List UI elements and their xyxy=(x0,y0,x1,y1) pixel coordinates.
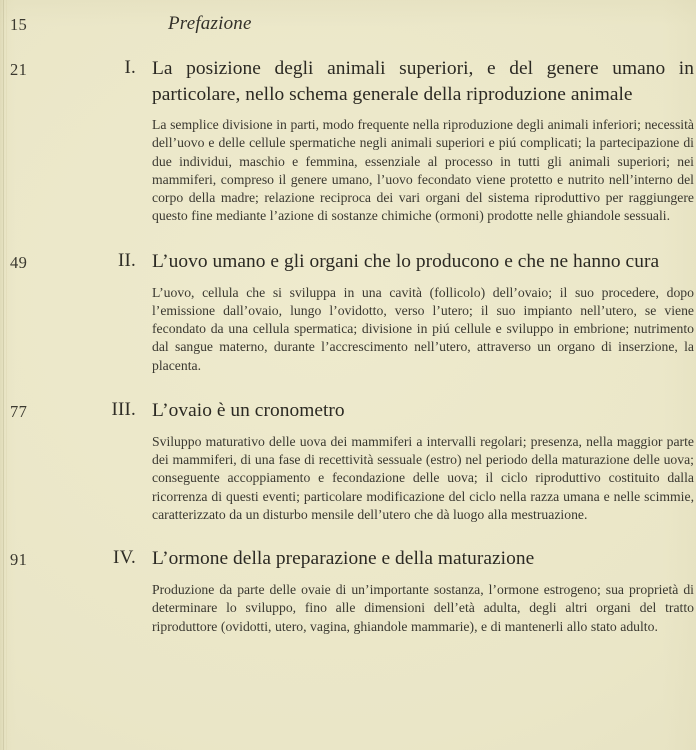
entry-gap xyxy=(0,524,696,546)
toc-entry[interactable] xyxy=(0,56,696,226)
toc-entry-folio: 21 xyxy=(10,60,28,79)
toc-entry[interactable] xyxy=(0,398,696,524)
entry-gap xyxy=(0,226,696,249)
toc-entry-header xyxy=(0,546,696,572)
toc-entry-header xyxy=(0,398,696,424)
toc-entry[interactable] xyxy=(0,249,696,375)
toc-entry-numeral: IV. xyxy=(113,547,136,568)
running-head-folio: 15 xyxy=(10,15,28,34)
toc-entry-summary: L’uovo, cellula che si sviluppa in una cavità (follicolo) dell’ovaio; il suo procedere, dopo l’emissione dall’ovaio, lungo l’ovidotto, verso l’utero; il suo impianto nell’utero, se viene fecondato da una cellula spermatica; divisione in piú cellule e sviluppo in embrione; nutrimento dal sangue materno, durante l’accrescimento nell’utero, attraverso un organo di inserzione, la placenta. xyxy=(152,284,694,373)
toc-entry-numeral: II. xyxy=(117,249,136,271)
toc-entry-numeral: III. xyxy=(111,398,136,420)
toc-entry-numeral: I. xyxy=(124,57,136,78)
toc-entry-summary: Produzione da parte delle ovaie di un’importante sostanza, l’ormone estrogeno; sua proprietà di determinare lo sviluppo, fino alle dimensioni dell’età adulta, degli altri organi del tratto riproduttore (ovidotti, utero, vagina, ghiandole mammarie), e di mantenerli allo stato adulto. xyxy=(152,582,694,634)
running-head-title: Prefazione xyxy=(168,13,252,34)
toc-entry-header xyxy=(0,56,696,107)
toc-entry-summary: Sviluppo maturativo delle uova dei mammiferi a intervalli regolari; presenza, nella maggior parte dei mammiferi, di una fase di recettività sessuale (estro) nel periodo della maturazione delle uova; conseguente accoppiamento e fecondazione delle uova; il ciclo riproduttivo costituito dalla ricorrenza di questi eventi; particolare modificazione del ciclo nella razza umana e nelle scimmie, caratterizzato da un disturbo mensile dell’utero che dà luogo alla mestruazione. xyxy=(152,433,694,522)
toc-entry-title[interactable]: L’ovaio è un cronometro xyxy=(152,399,345,421)
toc-entry-folio: 49 xyxy=(10,252,28,272)
toc-entry-title[interactable]: L’ormone della preparazione e della maturazione xyxy=(152,548,535,569)
toc-entry-header xyxy=(0,249,696,275)
toc-entry-title[interactable]: La posizione degli animali superiori, e del genere umano in particolare, nello schema generale della riproduzione animale xyxy=(152,58,694,105)
entry-gap xyxy=(0,375,696,398)
running-head xyxy=(0,13,696,39)
toc-entry[interactable] xyxy=(0,546,696,636)
toc-entry-folio: 77 xyxy=(10,401,28,421)
toc-entry-summary: La semplice divisione in parti, modo frequente nella riproduzione degli animali inferiori; necessità dell’uovo e delle cellule spermatiche negli animali superiori e piú complicati; la partecipazione di due individui, maschio e femmina, essenziale al processo in tutti gli animali superiori; nei mammiferi, compreso il genere umano, l’uovo fecondato viene protetto e nutrito nell’interno del corpo della madre; relazione reciproca dei vari organi del sistema riproduttivo per raggiungere questo fine mediante l’azione di sostanze chimiche (ormoni) prodotte nelle ghiandole sessuali. xyxy=(152,117,694,224)
toc-entry-folio: 91 xyxy=(10,550,28,569)
toc-entry-title[interactable]: L’uovo umano e gli organi che lo producono e che ne hanno cura xyxy=(152,250,660,272)
